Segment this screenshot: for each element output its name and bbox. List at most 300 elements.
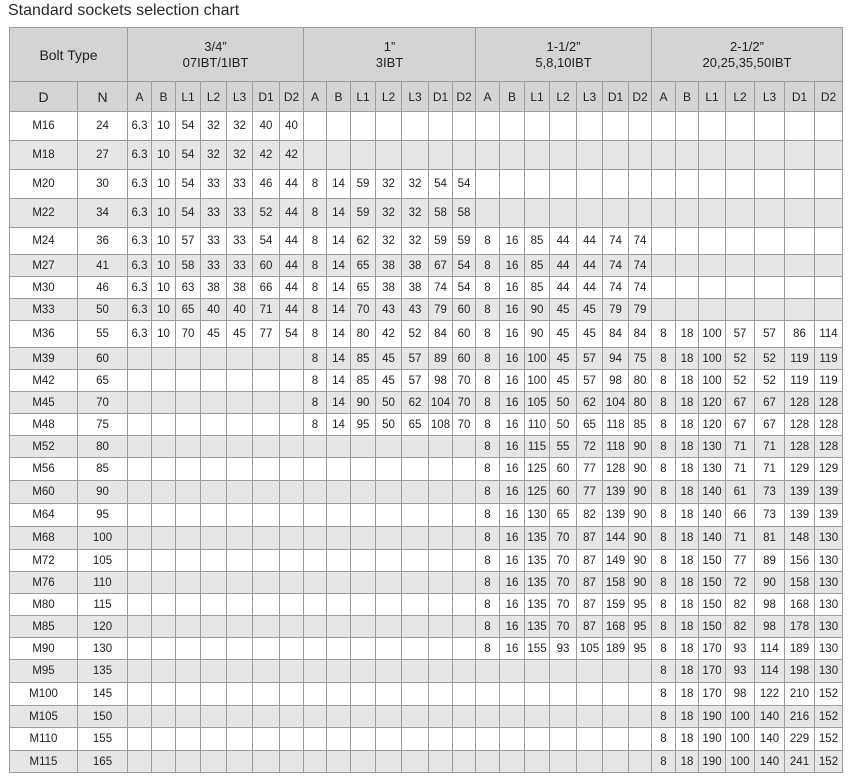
value-cell: 8 xyxy=(476,414,500,436)
value-cell: 59 xyxy=(429,228,453,255)
sub-header-cell: B xyxy=(152,82,176,112)
value-cell: 59 xyxy=(351,170,376,199)
value-cell: 6.3 xyxy=(128,112,152,141)
empty-cell xyxy=(201,572,227,594)
value-cell: 57 xyxy=(402,348,429,370)
value-cell: 54 xyxy=(280,321,304,348)
empty-cell xyxy=(227,616,253,638)
value-cell: 8 xyxy=(304,414,327,436)
empty-cell xyxy=(550,706,577,728)
value-cell: 6.3 xyxy=(128,199,152,228)
value-cell: 18 xyxy=(676,660,699,683)
value-cell: 90 xyxy=(525,321,550,348)
value-cell: 44 xyxy=(280,299,304,321)
empty-cell xyxy=(304,706,327,728)
empty-cell xyxy=(577,170,603,199)
value-cell: 100 xyxy=(726,728,755,751)
empty-cell xyxy=(351,527,376,550)
value-cell: 129 xyxy=(785,458,815,481)
value-cell: 50 xyxy=(550,414,577,436)
sub-header-cell: B xyxy=(676,82,699,112)
empty-cell xyxy=(253,504,280,527)
value-cell: 94 xyxy=(603,348,629,370)
value-cell: 18 xyxy=(676,348,699,370)
value-cell: 33 xyxy=(201,170,227,199)
value-cell: 10 xyxy=(152,321,176,348)
empty-cell xyxy=(227,458,253,481)
value-cell: 16 xyxy=(500,504,525,527)
empty-cell xyxy=(152,436,176,458)
empty-cell xyxy=(201,660,227,683)
empty-cell xyxy=(351,572,376,594)
empty-cell xyxy=(227,504,253,527)
empty-cell xyxy=(603,141,629,170)
empty-cell xyxy=(726,299,755,321)
empty-cell xyxy=(453,616,476,638)
empty-cell xyxy=(227,436,253,458)
value-cell: 84 xyxy=(603,321,629,348)
value-cell: 74 xyxy=(629,277,652,299)
value-cell: 44 xyxy=(280,228,304,255)
empty-cell xyxy=(376,728,402,751)
group-series: 5,8,10IBT xyxy=(535,54,592,70)
value-cell: 77 xyxy=(577,458,603,481)
empty-cell xyxy=(652,277,676,299)
empty-cell xyxy=(304,638,327,660)
value-cell: 45 xyxy=(577,299,603,321)
empty-cell xyxy=(253,348,280,370)
value-cell: 44 xyxy=(577,255,603,277)
empty-cell xyxy=(629,170,652,199)
value-cell: 135 xyxy=(525,616,550,638)
empty-cell xyxy=(402,594,429,616)
empty-cell xyxy=(525,112,550,141)
empty-cell xyxy=(176,660,201,683)
empty-cell xyxy=(726,170,755,199)
value-cell: 57 xyxy=(755,321,785,348)
value-cell: 170 xyxy=(699,638,726,660)
empty-cell xyxy=(453,458,476,481)
value-cell: 77 xyxy=(577,481,603,504)
sub-header-cell: D1 xyxy=(785,82,815,112)
bolt-d-cell: M68 xyxy=(10,527,78,550)
empty-cell xyxy=(453,638,476,660)
empty-cell xyxy=(676,170,699,199)
value-cell: 10 xyxy=(152,299,176,321)
empty-cell xyxy=(128,683,152,706)
empty-cell xyxy=(280,370,304,392)
empty-cell xyxy=(327,616,351,638)
value-cell: 32 xyxy=(227,141,253,170)
value-cell: 32 xyxy=(376,228,402,255)
sub-header-cell: D2 xyxy=(815,82,843,112)
value-cell: 90 xyxy=(351,392,376,414)
empty-cell xyxy=(152,458,176,481)
value-cell: 33 xyxy=(201,199,227,228)
bolt-d-cell: M22 xyxy=(10,199,78,228)
empty-cell xyxy=(327,481,351,504)
empty-cell xyxy=(755,170,785,199)
bolt-d-cell: M27 xyxy=(10,255,78,277)
empty-cell xyxy=(453,112,476,141)
value-cell: 44 xyxy=(280,255,304,277)
empty-cell xyxy=(128,616,152,638)
value-cell: 85 xyxy=(525,228,550,255)
empty-cell xyxy=(699,255,726,277)
bolt-d-cell: M16 xyxy=(10,112,78,141)
value-cell: 8 xyxy=(476,527,500,550)
value-cell: 14 xyxy=(327,199,351,228)
value-cell: 178 xyxy=(785,616,815,638)
empty-cell xyxy=(304,112,327,141)
value-cell: 59 xyxy=(453,228,476,255)
empty-cell xyxy=(152,706,176,728)
group-series: 3IBT xyxy=(375,54,404,70)
empty-cell xyxy=(429,458,453,481)
value-cell: 16 xyxy=(500,392,525,414)
bolt-n-cell: 75 xyxy=(78,414,128,436)
value-cell: 130 xyxy=(815,572,843,594)
empty-cell xyxy=(327,572,351,594)
empty-cell xyxy=(652,112,676,141)
value-cell: 32 xyxy=(402,199,429,228)
empty-cell xyxy=(304,458,327,481)
empty-cell xyxy=(429,728,453,751)
empty-cell xyxy=(280,638,304,660)
value-cell: 73 xyxy=(755,504,785,527)
bolt-n-cell: 95 xyxy=(78,504,128,527)
value-cell: 86 xyxy=(785,321,815,348)
empty-cell xyxy=(304,572,327,594)
value-cell: 95 xyxy=(629,638,652,660)
value-cell: 70 xyxy=(176,321,201,348)
value-cell: 42 xyxy=(280,141,304,170)
empty-cell xyxy=(376,550,402,572)
value-cell: 54 xyxy=(176,141,201,170)
empty-cell xyxy=(280,436,304,458)
empty-cell xyxy=(280,751,304,773)
value-cell: 58 xyxy=(453,199,476,228)
empty-cell xyxy=(699,277,726,299)
value-cell: 6.3 xyxy=(128,299,152,321)
value-cell: 10 xyxy=(152,199,176,228)
value-cell: 18 xyxy=(676,370,699,392)
empty-cell xyxy=(476,112,500,141)
empty-cell xyxy=(227,414,253,436)
value-cell: 152 xyxy=(815,728,843,751)
empty-cell xyxy=(351,660,376,683)
value-cell: 40 xyxy=(253,112,280,141)
empty-cell xyxy=(201,348,227,370)
value-cell: 18 xyxy=(676,751,699,773)
empty-cell xyxy=(351,550,376,572)
bolt-d-cell: M18 xyxy=(10,141,78,170)
value-cell: 45 xyxy=(227,321,253,348)
value-cell: 55 xyxy=(550,436,577,458)
empty-cell xyxy=(652,170,676,199)
value-cell: 8 xyxy=(476,638,500,660)
empty-cell xyxy=(500,141,525,170)
value-cell: 70 xyxy=(550,594,577,616)
value-cell: 71 xyxy=(726,527,755,550)
empty-cell xyxy=(577,199,603,228)
value-cell: 70 xyxy=(351,299,376,321)
bolt-n-cell: 36 xyxy=(78,228,128,255)
value-cell: 130 xyxy=(815,594,843,616)
empty-cell xyxy=(550,112,577,141)
value-cell: 80 xyxy=(351,321,376,348)
value-cell: 14 xyxy=(327,348,351,370)
value-cell: 8 xyxy=(652,638,676,660)
value-cell: 54 xyxy=(253,228,280,255)
value-cell: 32 xyxy=(201,112,227,141)
value-cell: 66 xyxy=(726,504,755,527)
empty-cell xyxy=(227,572,253,594)
empty-cell xyxy=(500,170,525,199)
value-cell: 67 xyxy=(755,392,785,414)
value-cell: 216 xyxy=(785,706,815,728)
empty-cell xyxy=(304,594,327,616)
value-cell: 75 xyxy=(629,348,652,370)
value-cell: 16 xyxy=(500,370,525,392)
empty-cell xyxy=(476,728,500,751)
empty-cell xyxy=(253,706,280,728)
empty-cell xyxy=(128,751,152,773)
value-cell: 90 xyxy=(629,572,652,594)
value-cell: 57 xyxy=(577,370,603,392)
empty-cell xyxy=(176,638,201,660)
empty-cell xyxy=(815,255,843,277)
value-cell: 85 xyxy=(525,255,550,277)
value-cell: 152 xyxy=(815,706,843,728)
sub-header-cell: L2 xyxy=(376,82,402,112)
value-cell: 6.3 xyxy=(128,228,152,255)
empty-cell xyxy=(227,527,253,550)
value-cell: 70 xyxy=(550,527,577,550)
bolt-n-cell: 80 xyxy=(78,436,128,458)
value-cell: 130 xyxy=(815,550,843,572)
empty-cell xyxy=(152,638,176,660)
value-cell: 33 xyxy=(201,255,227,277)
empty-cell xyxy=(128,481,152,504)
bolt-n-cell: 24 xyxy=(78,112,128,141)
table-row xyxy=(10,321,843,348)
value-cell: 16 xyxy=(500,348,525,370)
value-cell: 57 xyxy=(402,370,429,392)
empty-cell xyxy=(327,706,351,728)
value-cell: 67 xyxy=(726,392,755,414)
bolt-d-cell: M110 xyxy=(10,728,78,751)
value-cell: 8 xyxy=(652,348,676,370)
empty-cell xyxy=(253,683,280,706)
value-cell: 8 xyxy=(652,481,676,504)
empty-cell xyxy=(402,660,429,683)
empty-cell xyxy=(201,436,227,458)
empty-cell xyxy=(726,199,755,228)
value-cell: 16 xyxy=(500,321,525,348)
empty-cell xyxy=(176,594,201,616)
empty-cell xyxy=(453,436,476,458)
bolt-d-cell: M48 xyxy=(10,414,78,436)
empty-cell xyxy=(376,527,402,550)
empty-cell xyxy=(327,141,351,170)
value-cell: 62 xyxy=(351,228,376,255)
empty-cell xyxy=(402,481,429,504)
empty-cell xyxy=(152,660,176,683)
empty-cell xyxy=(253,594,280,616)
value-cell: 140 xyxy=(699,504,726,527)
empty-cell xyxy=(176,392,201,414)
value-cell: 18 xyxy=(676,550,699,572)
sub-header-cell: D1 xyxy=(603,82,629,112)
value-cell: 52 xyxy=(253,199,280,228)
value-cell: 67 xyxy=(726,414,755,436)
table-row xyxy=(10,277,843,299)
bolt-n-cell: 135 xyxy=(78,660,128,683)
empty-cell xyxy=(280,392,304,414)
empty-cell xyxy=(652,199,676,228)
value-cell: 16 xyxy=(500,299,525,321)
empty-cell xyxy=(201,370,227,392)
bolt-n-cell: 130 xyxy=(78,638,128,660)
empty-cell xyxy=(402,527,429,550)
empty-cell xyxy=(699,141,726,170)
empty-cell xyxy=(476,706,500,728)
empty-cell xyxy=(152,683,176,706)
value-cell: 16 xyxy=(500,458,525,481)
empty-cell xyxy=(376,436,402,458)
table-row xyxy=(10,348,843,370)
value-cell: 45 xyxy=(550,348,577,370)
sub-header-cell: D1 xyxy=(429,82,453,112)
empty-cell xyxy=(327,504,351,527)
empty-cell xyxy=(227,348,253,370)
value-cell: 14 xyxy=(327,299,351,321)
empty-cell xyxy=(253,728,280,751)
empty-cell xyxy=(629,141,652,170)
value-cell: 18 xyxy=(676,527,699,550)
value-cell: 100 xyxy=(699,321,726,348)
value-cell: 87 xyxy=(577,594,603,616)
empty-cell xyxy=(201,616,227,638)
empty-cell xyxy=(201,706,227,728)
empty-cell xyxy=(351,728,376,751)
value-cell: 8 xyxy=(304,392,327,414)
value-cell: 139 xyxy=(603,481,629,504)
value-cell: 8 xyxy=(476,594,500,616)
empty-cell xyxy=(453,683,476,706)
table-row xyxy=(10,616,843,638)
value-cell: 44 xyxy=(280,170,304,199)
bolt-n-cell: 115 xyxy=(78,594,128,616)
value-cell: 42 xyxy=(376,321,402,348)
empty-cell xyxy=(351,504,376,527)
value-cell: 62 xyxy=(402,392,429,414)
value-cell: 74 xyxy=(629,228,652,255)
value-cell: 140 xyxy=(755,706,785,728)
group-header-3-4 xyxy=(128,28,304,82)
bolt-d-cell: M60 xyxy=(10,481,78,504)
empty-cell xyxy=(128,706,152,728)
empty-cell xyxy=(500,199,525,228)
value-cell: 10 xyxy=(152,277,176,299)
empty-cell xyxy=(525,728,550,751)
bolt-n-cell: 30 xyxy=(78,170,128,199)
value-cell: 128 xyxy=(603,458,629,481)
empty-cell xyxy=(726,228,755,255)
empty-cell xyxy=(201,594,227,616)
bolt-d-cell: M64 xyxy=(10,504,78,527)
empty-cell xyxy=(327,112,351,141)
value-cell: 140 xyxy=(699,481,726,504)
value-cell: 18 xyxy=(676,706,699,728)
empty-cell xyxy=(755,228,785,255)
value-cell: 8 xyxy=(652,728,676,751)
empty-cell xyxy=(629,706,652,728)
value-cell: 67 xyxy=(429,255,453,277)
table-row xyxy=(10,170,843,199)
empty-cell xyxy=(253,550,280,572)
value-cell: 16 xyxy=(500,481,525,504)
empty-cell xyxy=(453,504,476,527)
value-cell: 93 xyxy=(550,638,577,660)
sub-header-cell: A xyxy=(128,82,152,112)
empty-cell xyxy=(785,141,815,170)
empty-cell xyxy=(429,550,453,572)
empty-cell xyxy=(176,527,201,550)
value-cell: 6.3 xyxy=(128,170,152,199)
empty-cell xyxy=(376,481,402,504)
value-cell: 43 xyxy=(376,299,402,321)
empty-cell xyxy=(755,141,785,170)
empty-cell xyxy=(227,550,253,572)
value-cell: 52 xyxy=(726,370,755,392)
sub-header-cell: L3 xyxy=(577,82,603,112)
empty-cell xyxy=(176,728,201,751)
value-cell: 100 xyxy=(525,348,550,370)
empty-cell xyxy=(201,527,227,550)
empty-cell xyxy=(176,616,201,638)
value-cell: 115 xyxy=(525,436,550,458)
empty-cell xyxy=(304,504,327,527)
empty-cell xyxy=(577,112,603,141)
value-cell: 6.3 xyxy=(128,277,152,299)
value-cell: 54 xyxy=(176,199,201,228)
empty-cell xyxy=(525,199,550,228)
empty-cell xyxy=(152,751,176,773)
value-cell: 90 xyxy=(629,436,652,458)
empty-cell xyxy=(351,594,376,616)
empty-cell xyxy=(128,370,152,392)
value-cell: 63 xyxy=(176,277,201,299)
empty-cell xyxy=(402,112,429,141)
empty-cell xyxy=(629,199,652,228)
empty-cell xyxy=(755,112,785,141)
empty-cell xyxy=(327,728,351,751)
value-cell: 8 xyxy=(652,321,676,348)
value-cell: 8 xyxy=(304,299,327,321)
empty-cell xyxy=(815,299,843,321)
empty-cell xyxy=(253,527,280,550)
empty-cell xyxy=(550,728,577,751)
empty-cell xyxy=(676,255,699,277)
sub-header-cell: L1 xyxy=(699,82,726,112)
empty-cell xyxy=(785,112,815,141)
empty-cell xyxy=(525,170,550,199)
sub-header-cell: L1 xyxy=(351,82,376,112)
value-cell: 74 xyxy=(603,255,629,277)
value-cell: 90 xyxy=(755,572,785,594)
